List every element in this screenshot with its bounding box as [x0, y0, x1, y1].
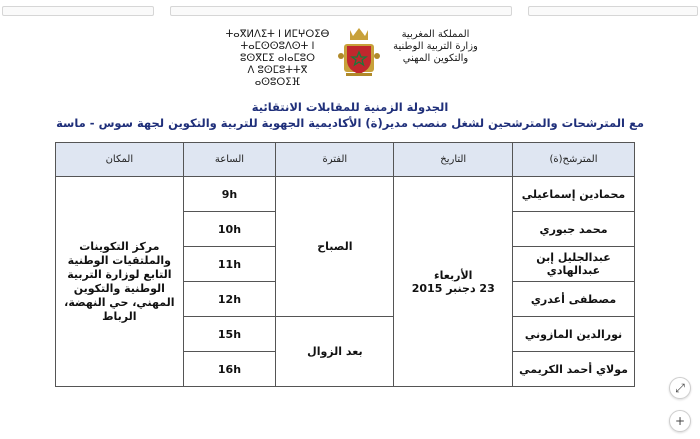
arabic-header [383, 29, 488, 65]
candidate-cell: مصطفى أعدري [513, 282, 635, 317]
candidate-cell: محمد جبوري [513, 212, 635, 247]
header-hour: الساعة [183, 143, 276, 177]
hour-cell: 9h [183, 177, 276, 212]
candidate-cell: نورالدين المازوني [513, 317, 635, 352]
date-cell [394, 177, 513, 387]
hour-cell: 10h [183, 212, 276, 247]
header-date: التاريخ [394, 143, 513, 177]
coat-of-arms-icon [338, 26, 380, 78]
date-weekday: الأربعاء [434, 268, 473, 282]
place-cell: مركز التكوينات والملتقيات الوطنية التابع لوزارة التربية الوطنية والتكوين المهني، حي النهضة، الرباط [56, 177, 184, 387]
hour-cell: 16h [183, 352, 276, 387]
page-ruler [0, 6, 700, 16]
fit-page-button[interactable] [669, 377, 691, 399]
candidate-cell: محمادين إسماعيلي [513, 177, 635, 212]
candidate-cell: عبدالجليل إبن عبدالهادي [513, 247, 635, 282]
header-candidate: المترشح(ة) [513, 143, 635, 177]
fit-page-icon: ⤢ [675, 381, 685, 395]
ministry-header [225, 26, 485, 86]
tifinagh-line-3: ⴷ ⵓⵙⵎⵓⵜⵜⴳ ⴰⵙⵓⵔⵉⴼ [247, 65, 308, 88]
tifinagh-line-1: ⵜⴰⴳⵍⴷⵉⵜ ⵏ ⵍⵎⵖⵔⵉⴱ [225, 29, 330, 40]
candidate-cell: مولاي أحمد الكريمي [513, 352, 635, 387]
header-place: المكان [56, 143, 184, 177]
table-row [56, 177, 635, 212]
hour-cell: 15h [183, 317, 276, 352]
hour-cell: 12h [183, 282, 276, 317]
hour-cell: 11h [183, 247, 276, 282]
period-morning: الصباح [276, 177, 394, 317]
period-afternoon: بعد الزوال [276, 317, 394, 387]
header-period: الفترة [276, 143, 394, 177]
arabic-header-line-2: وزارة التربية الوطنية [393, 41, 478, 52]
tifinagh-line-2: ⵜⴰⵎⵙⵙⵓⴷⵙⵜ ⵏ ⵓⵙⴳⵎⵉ ⴰⵏⴰⵎⵓⵔ [239, 41, 316, 64]
document-title: الجدولة الزمنية للمقابلات الانتقائية [251, 100, 449, 114]
document-subtitle: مع المترشحات والمترشحين لشغل منصب مدير(ة) الأكاديمية الجهوية للتربية والتكوين لجهة سوس - ماسة [56, 116, 644, 130]
tifinagh-header [225, 29, 330, 89]
table-header-row [56, 143, 635, 177]
arabic-header-line-1: المملكة المغربية [401, 29, 470, 40]
interview-schedule-table [55, 142, 635, 387]
date-value: 23 دجنبر 2015 [411, 281, 495, 295]
arabic-header-line-3: والتكوين المهني [402, 53, 469, 64]
zoom-in-button[interactable] [669, 410, 691, 432]
zoom-in-icon: + [674, 414, 686, 428]
